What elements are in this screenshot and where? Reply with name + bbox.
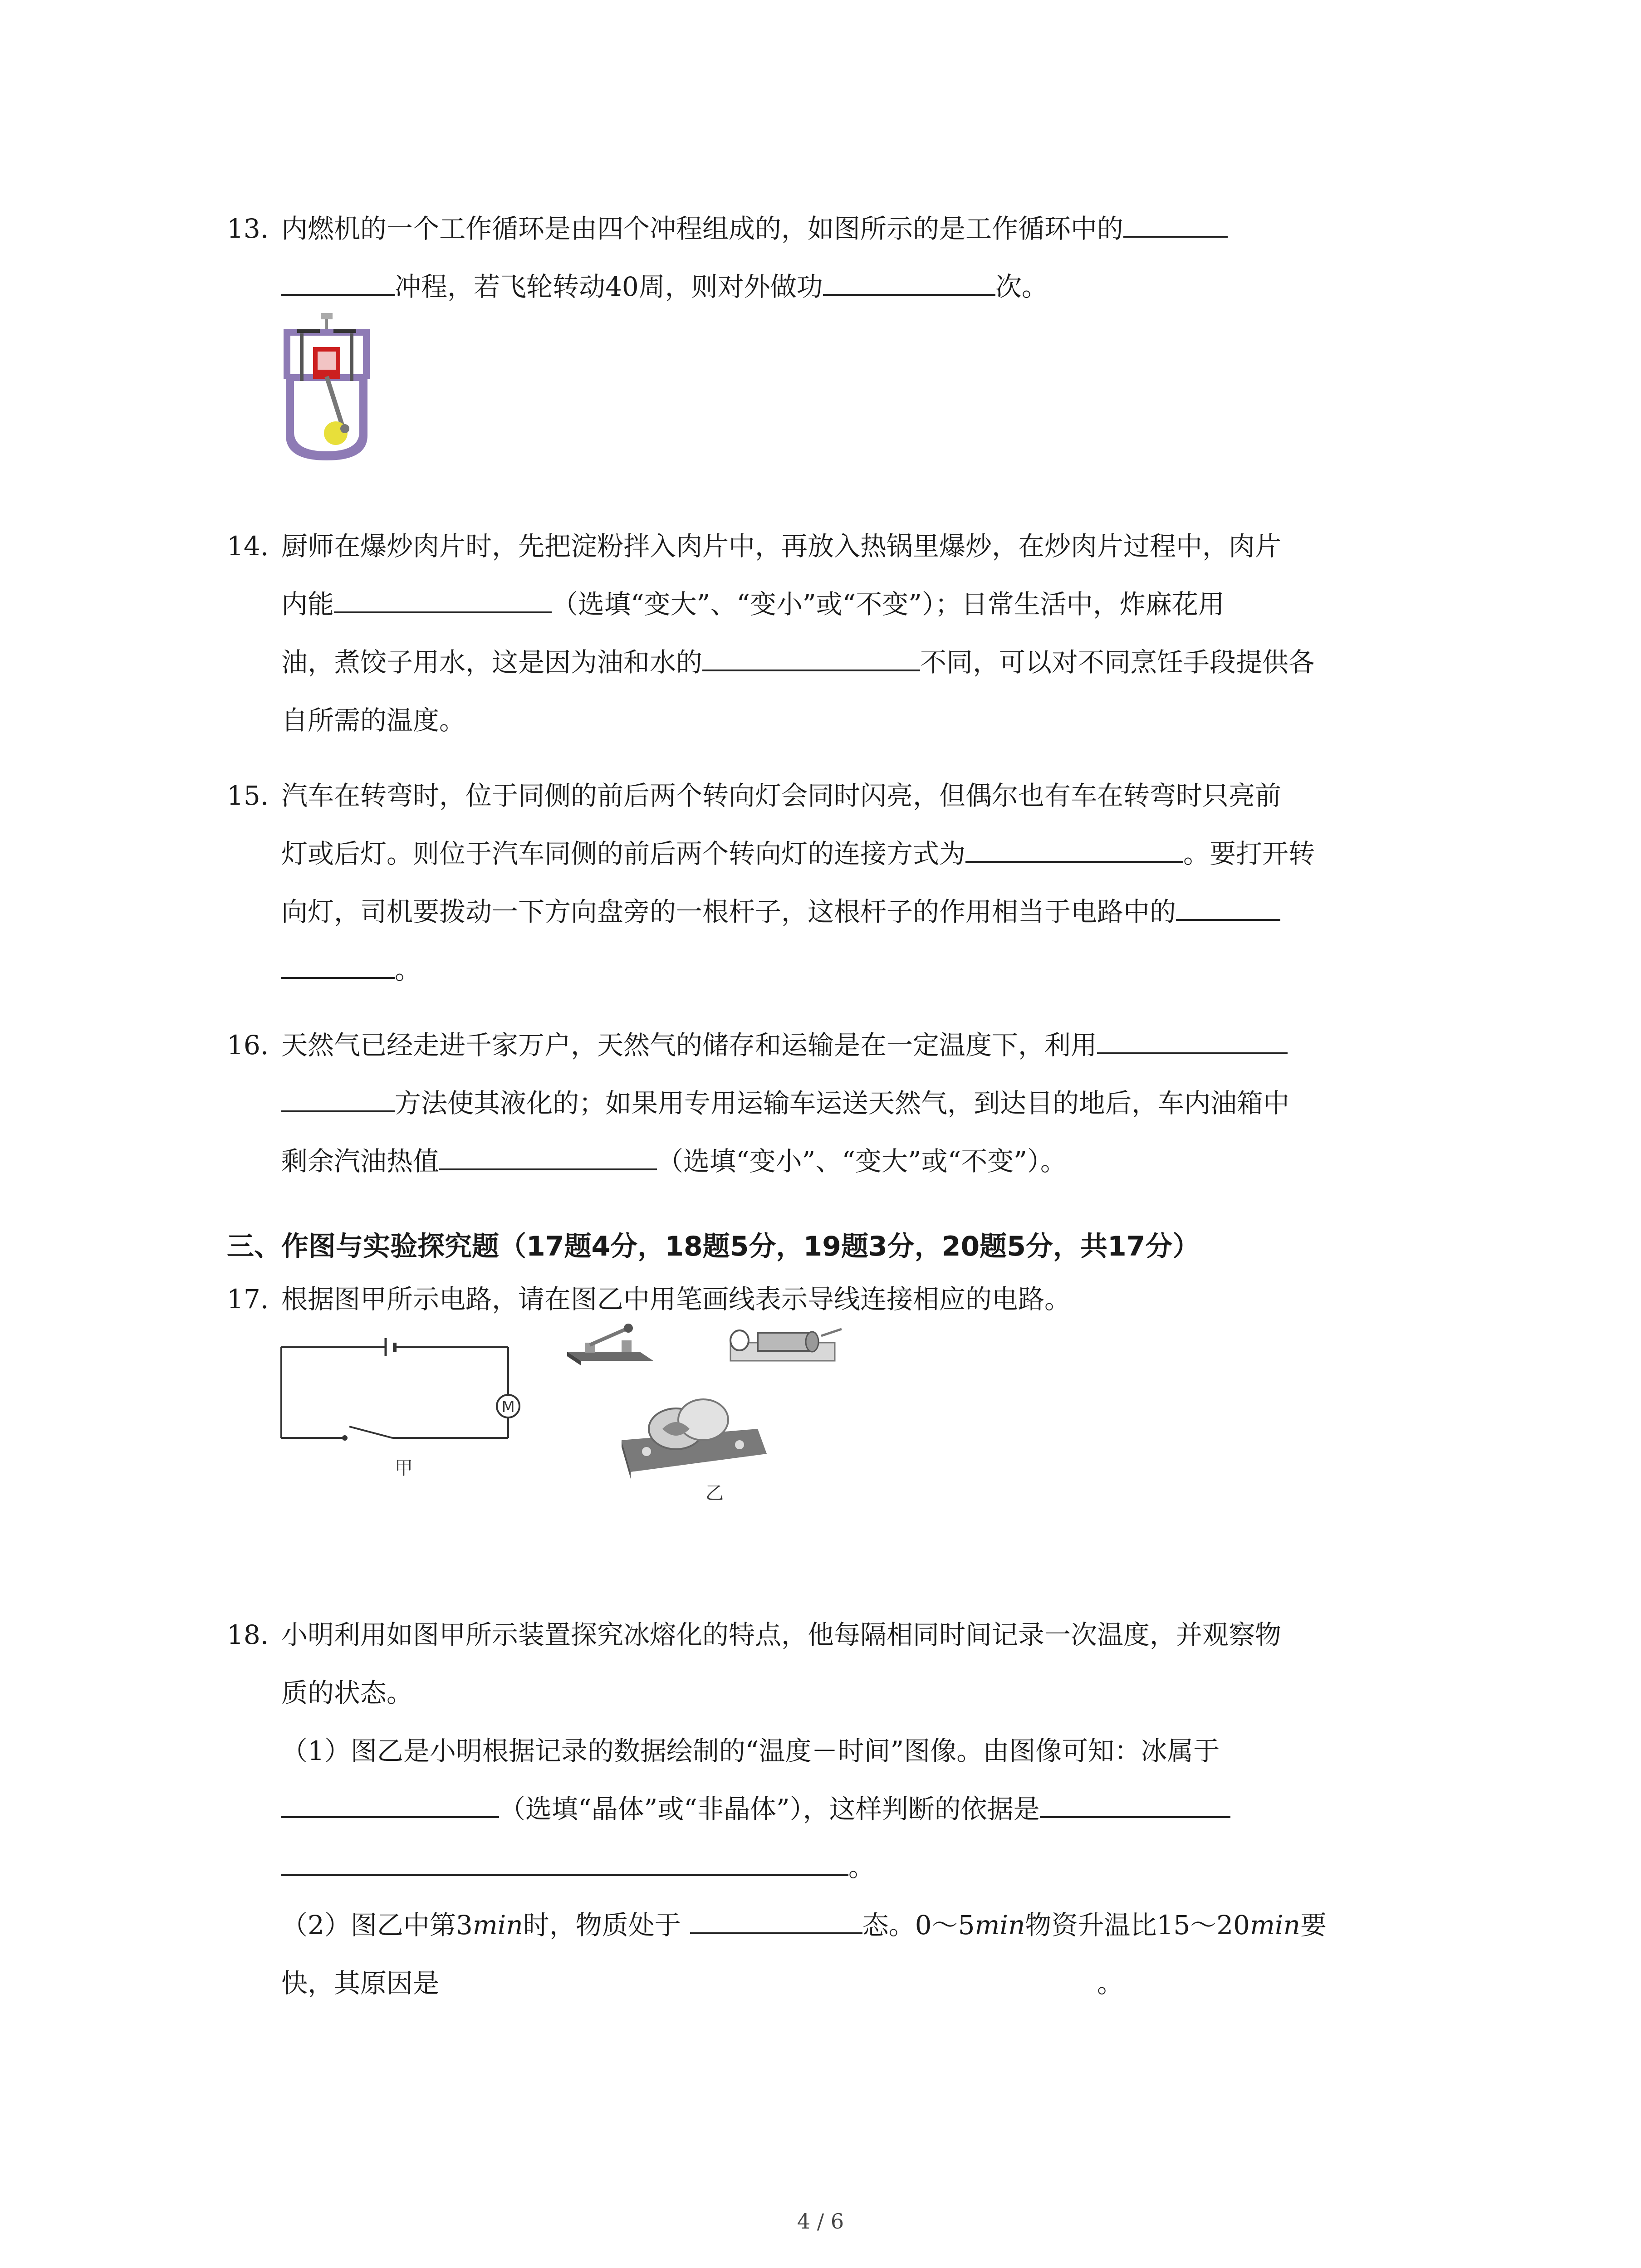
question-text: （选填“晶体”或“非晶体”），这样判断的依据是 bbox=[499, 1794, 1040, 1824]
sub-question-1: （1）图乙是小明根据记录的数据绘制的“温度－时间”图像。由图像可知：冰属于 bbox=[281, 1735, 1220, 1766]
question-13 bbox=[227, 200, 1452, 316]
answer-blank[interactable] bbox=[334, 582, 552, 613]
unit-min: min bbox=[1250, 1910, 1300, 1941]
page-number: 4 / 6 bbox=[797, 2209, 844, 2234]
question-number: 17. bbox=[227, 1284, 269, 1315]
question-18 bbox=[227, 1606, 1452, 2012]
question-number: 13. bbox=[227, 213, 269, 244]
switch-symbol bbox=[349, 1427, 392, 1438]
question-text: 油，煮饺子用水，这是因为油和水的 bbox=[281, 647, 703, 678]
sub-question-2: （2）图乙中第3 bbox=[281, 1910, 473, 1941]
motor-label: M bbox=[501, 1398, 515, 1416]
figure-label-b: 乙 bbox=[705, 1483, 724, 1504]
battery-component bbox=[730, 1329, 842, 1361]
answer-blank[interactable] bbox=[439, 1139, 657, 1170]
question-number: 16. bbox=[227, 1030, 269, 1061]
question-text: 时，物质处于 bbox=[523, 1910, 681, 1941]
unit-min: min bbox=[472, 1910, 523, 1941]
engine-stroke-figure bbox=[277, 313, 377, 467]
answer-blank[interactable] bbox=[1176, 890, 1280, 921]
switch-component bbox=[567, 1324, 653, 1365]
question-text: 冲程，若飞轮转动40周，则对外做功 bbox=[395, 271, 823, 302]
question-text: 内能 bbox=[281, 589, 334, 620]
answer-blank[interactable] bbox=[281, 1845, 848, 1876]
question-text: 自所需的温度。 bbox=[281, 705, 466, 736]
section-heading: 三、作图与实验探究题（17题4分，18题5分，19题3分，20题5分，共17分） bbox=[227, 1231, 1200, 1262]
answer-blank[interactable] bbox=[702, 640, 920, 671]
answer-blank[interactable] bbox=[823, 265, 995, 296]
motor-component bbox=[622, 1399, 767, 1479]
answer-blank[interactable] bbox=[439, 1961, 1097, 1992]
question-text: 内燃机的一个工作循环是由四个冲程组成的，如图所示的是工作循环中的 bbox=[281, 213, 1124, 244]
answer-blank[interactable] bbox=[281, 1081, 395, 1112]
answer-blank[interactable] bbox=[281, 948, 395, 979]
question-14 bbox=[227, 517, 1452, 749]
unit-min: min bbox=[975, 1910, 1025, 1941]
question-text: 。要打开转 bbox=[1183, 838, 1315, 869]
question-text: （选填“变大”、“变小”或“不变”）；日常生活中，炸麻花用 bbox=[552, 589, 1225, 620]
question-number: 18. bbox=[227, 1619, 269, 1650]
question-text: （选填“变小”、“变大”或“不变”）。 bbox=[657, 1146, 1067, 1177]
question-text: 厨师在爆炒肉片时，先把淀粉拌入肉片中，再放入热锅里爆炒，在炒肉片过程中，肉片 bbox=[281, 531, 1282, 562]
question-text: 要 bbox=[1300, 1910, 1327, 1941]
question-text: 质的状态。 bbox=[281, 1677, 413, 1708]
question-15 bbox=[227, 767, 1452, 999]
answer-blank[interactable] bbox=[281, 265, 395, 296]
question-text: 次。 bbox=[995, 271, 1048, 302]
figure-label-a: 甲 bbox=[395, 1458, 413, 1479]
question-16 bbox=[227, 1016, 1452, 1190]
question-text: 向灯，司机要拨动一下方向盘旁的一根杆子，这根杆子的作用相当于电路中的 bbox=[281, 896, 1176, 927]
question-text: 小明利用如图甲所示装置探究冰熔化的特点，他每隔相同时间记录一次温度，并观察物 bbox=[281, 1619, 1282, 1650]
question-text: 快，其原因是 bbox=[281, 1968, 440, 1999]
answer-blank[interactable] bbox=[281, 1787, 499, 1818]
question-text: 汽车在转弯时，位于同侧的前后两个转向灯会同时闪亮，但偶尔也有车在转弯时只亮前 bbox=[281, 780, 1282, 811]
circuit-components-b bbox=[558, 1315, 853, 1506]
circuit-diagram-a bbox=[272, 1334, 526, 1483]
question-text: 方法使其液化的；如果用专用运输车运送天然气，到达目的地后，车内油箱中 bbox=[395, 1088, 1290, 1119]
answer-blank[interactable] bbox=[1097, 1023, 1288, 1054]
answer-blank[interactable] bbox=[690, 1903, 862, 1934]
question-number: 15. bbox=[227, 780, 269, 811]
question-text: 态。0～5 bbox=[862, 1910, 975, 1941]
question-text: 剩余汽油热值 bbox=[281, 1146, 440, 1177]
question-text: 灯或后灯。则位于汽车同侧的前后两个转向灯的连接方式为 bbox=[281, 838, 966, 869]
answer-blank[interactable] bbox=[1123, 207, 1228, 238]
question-text: 物资升温比15～20 bbox=[1025, 1910, 1250, 1941]
answer-blank[interactable] bbox=[965, 832, 1183, 863]
question-text: 。 bbox=[395, 954, 421, 985]
question-text: 天然气已经走进千家万户，天然气的储存和运输是在一定温度下，利用 bbox=[281, 1030, 1097, 1061]
question-text: 根据图甲所示电路，请在图乙中用笔画线表示导线连接相应的电路。 bbox=[281, 1284, 1071, 1315]
question-text: 不同，可以对不同烹饪手段提供各 bbox=[920, 647, 1315, 678]
answer-blank[interactable] bbox=[1040, 1787, 1230, 1818]
question-text: 。 bbox=[1097, 1968, 1124, 1999]
question-text: 。 bbox=[848, 1852, 875, 1882]
question-number: 14. bbox=[227, 531, 269, 562]
